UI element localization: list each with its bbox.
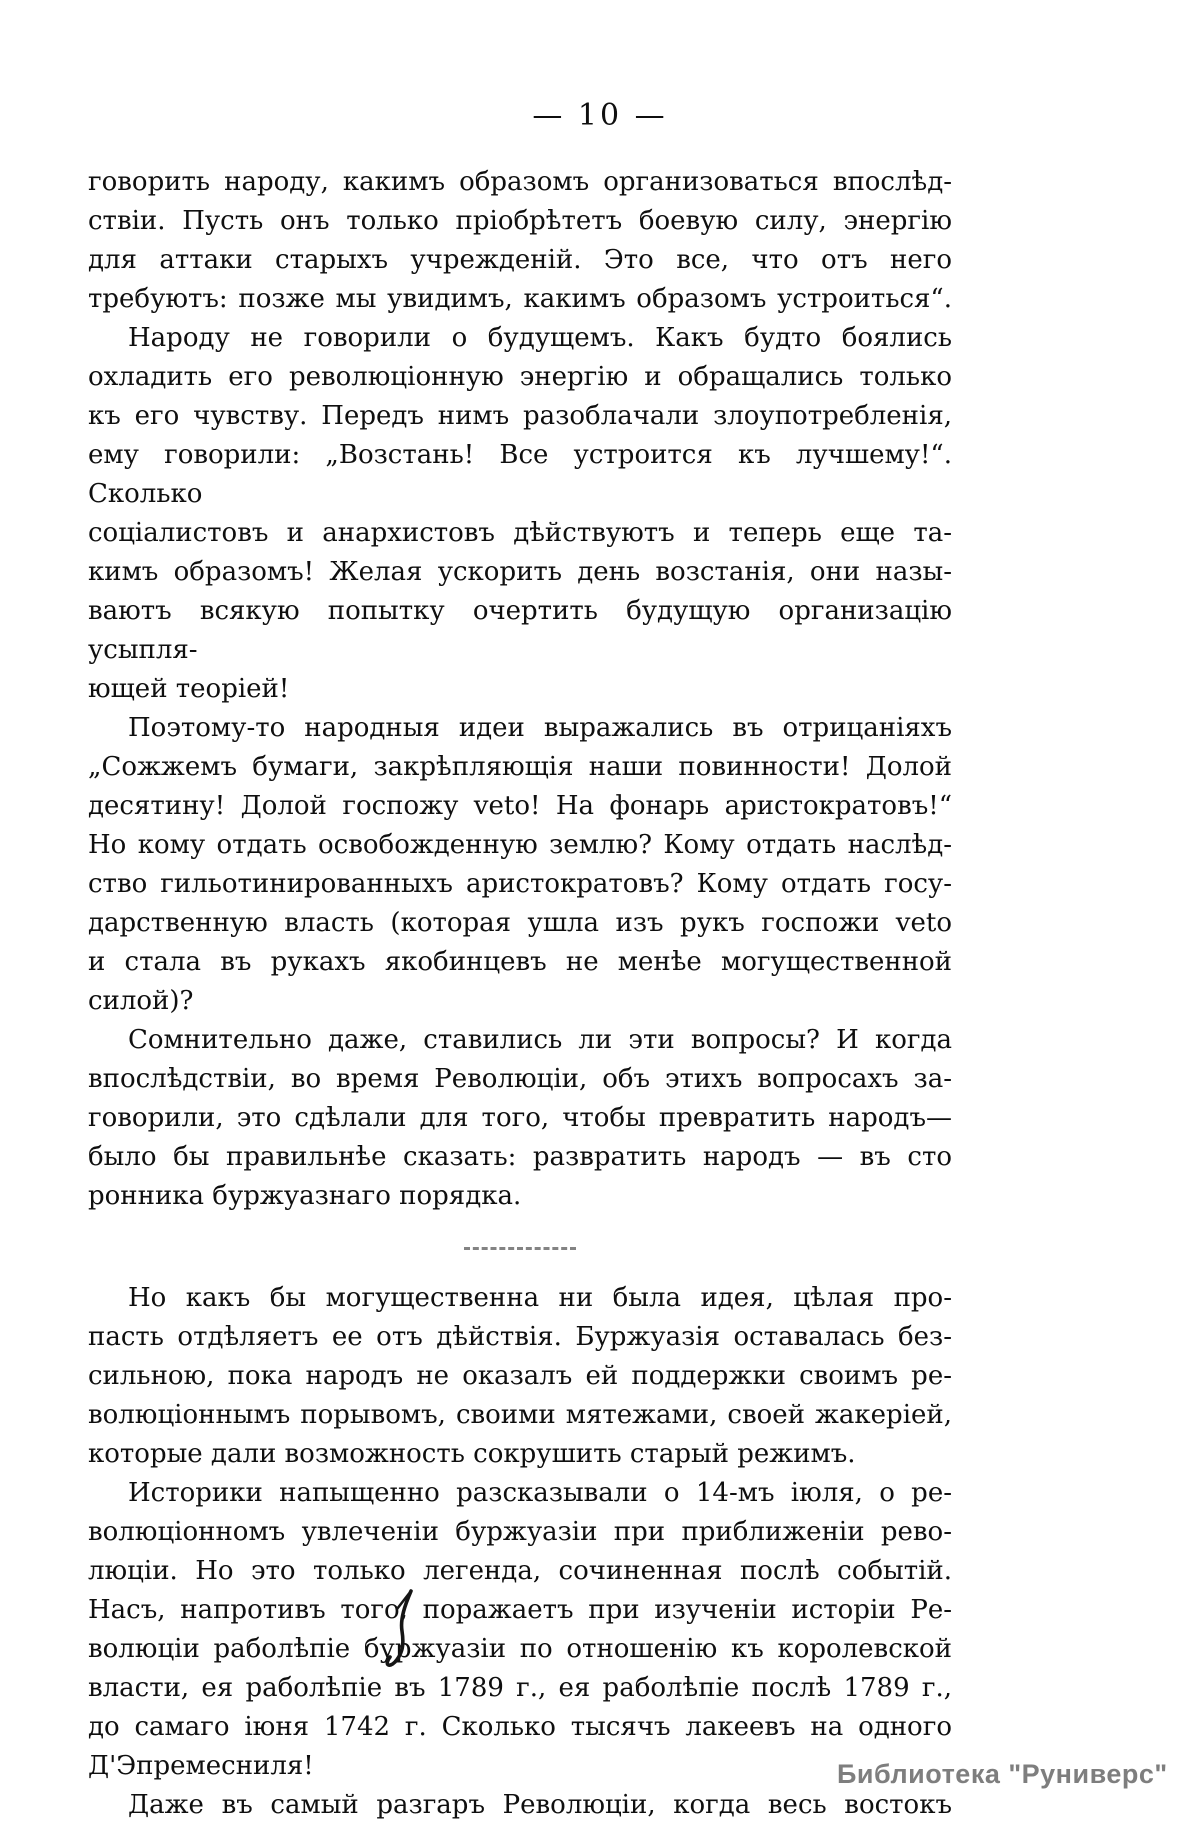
text-line: Д'Эпремесниля! (88, 1751, 314, 1781)
paragraph (88, 709, 952, 1021)
text-block (88, 163, 952, 1825)
paragraph (88, 1279, 952, 1474)
text-line: ющей теоріей! (88, 674, 290, 704)
text-line: говорили, это сдѣлали для того, чтобы превратить народъ— (88, 1103, 952, 1133)
text-line: Историки напыщенно разсказывали о 14-мъ іюля, о ре- (128, 1478, 952, 1508)
text-line: соціалистовъ и анархистовъ дѣйствуютъ и теперь еще та- (88, 518, 952, 548)
text-line: Даже въ самый разгаръ Революціи, когда весь востокъ (128, 1790, 952, 1820)
text-line: Поэтому-то народныя идеи выражались въ отрицаніяхъ (128, 713, 952, 743)
text-line: „Сожжемъ бумаги, закрѣпляющія наши повинности! Долой (88, 752, 952, 782)
paragraph (88, 319, 952, 709)
text-line: и стала въ рукахъ якобинцевъ не менѣе могущественной (88, 947, 952, 977)
text-line: впослѣдствіи, во время Революціи, объ этихъ вопросахъ за- (88, 1064, 952, 1094)
paragraph (88, 1474, 952, 1786)
text-line: силой)? (88, 986, 194, 1016)
text-line: для аттаки старыхъ учрежденій. Это все, что отъ него (88, 245, 952, 275)
text-line: Народу не говорили о будущемъ. Какъ будто боялись (128, 323, 952, 353)
text-line: власти, ея раболѣпіе въ 1789 г., ея раболѣпіе послѣ 1789 г., (88, 1673, 952, 1703)
text-line: къ его чувству. Передъ нимъ разоблачали злоупотребленія, (88, 401, 952, 431)
watermark: Библиотека "Руниверс" (837, 1759, 1168, 1789)
text-line: ваютъ всякую попытку очертить будущую организацію усыпля- (88, 596, 952, 665)
text-line: охладить его революціонную энергію и обращались только (88, 362, 952, 392)
page-number: — 10 — (532, 98, 668, 133)
text-line: люціи. Но это только легенда, сочиненная послѣ событій. (88, 1556, 952, 1586)
text-line: говорить народу, какимъ образомъ организоваться впослѣд- (88, 167, 952, 197)
text-line: волюціонномъ увлеченіи буржуазіи при приближеніи рево- (88, 1517, 952, 1547)
text-line: ствіи. Пусть онъ только пріобрѣтетъ боевую силу, энергію (88, 206, 952, 236)
text-line: которые дали возможность сокрушить старый режимъ. (88, 1439, 856, 1469)
text-line: Но какъ бы могущественна ни была идея, цѣлая про- (128, 1283, 952, 1313)
text-line: требуютъ: позже мы увидимъ, какимъ образомъ устроиться“. (88, 284, 952, 314)
paragraph (88, 1786, 952, 1825)
text-line: Сомнительно даже, ставились ли эти вопросы? И когда (128, 1025, 952, 1055)
text-line: было бы правильнѣе сказать: развратить народъ — въ сто (88, 1142, 952, 1172)
text-line: пасть отдѣляетъ ее отъ дѣйствія. Буржуазія оставалась без- (88, 1322, 952, 1352)
paragraph (88, 163, 952, 319)
text-line: кимъ образомъ! Желая ускорить день возстанія, они назы- (88, 557, 952, 587)
text-line: ство гильотинированныхъ аристократовъ? Кому отдать госу- (88, 869, 952, 899)
text-line: волюціи раболѣпіе буржуазіи по отношенію къ королевской (88, 1634, 952, 1664)
text-line: дарственную власть (которая ушла изъ рукъ госпожи veto (88, 908, 952, 938)
text-line: сильною, пока народъ не оказалъ ей поддержки своимъ ре- (88, 1361, 952, 1391)
text-line: Насъ, напротивъ того, поражаетъ при изученіи исторіи Ре- (88, 1595, 952, 1625)
text-line: ему говорили: „Возстань! Все устроится къ лучшему!“. Сколько (88, 440, 952, 509)
text-line: Но кому отдать освобожденную землю? Кому отдать наслѣд- (88, 830, 952, 860)
section-separator (464, 1247, 576, 1250)
paragraph (88, 1021, 952, 1216)
text-line: до самаго іюня 1742 г. Сколько тысячъ лакеевъ на одного (88, 1712, 952, 1742)
text-line: ронника буржуазнаго порядка. (88, 1181, 522, 1211)
text-line: волюціоннымъ порывомъ, своими мятежами, своей жакеріей, (88, 1400, 952, 1430)
text-line: десятину! Долой госпожу veto! На фонарь аристократовъ!“ (88, 791, 952, 821)
